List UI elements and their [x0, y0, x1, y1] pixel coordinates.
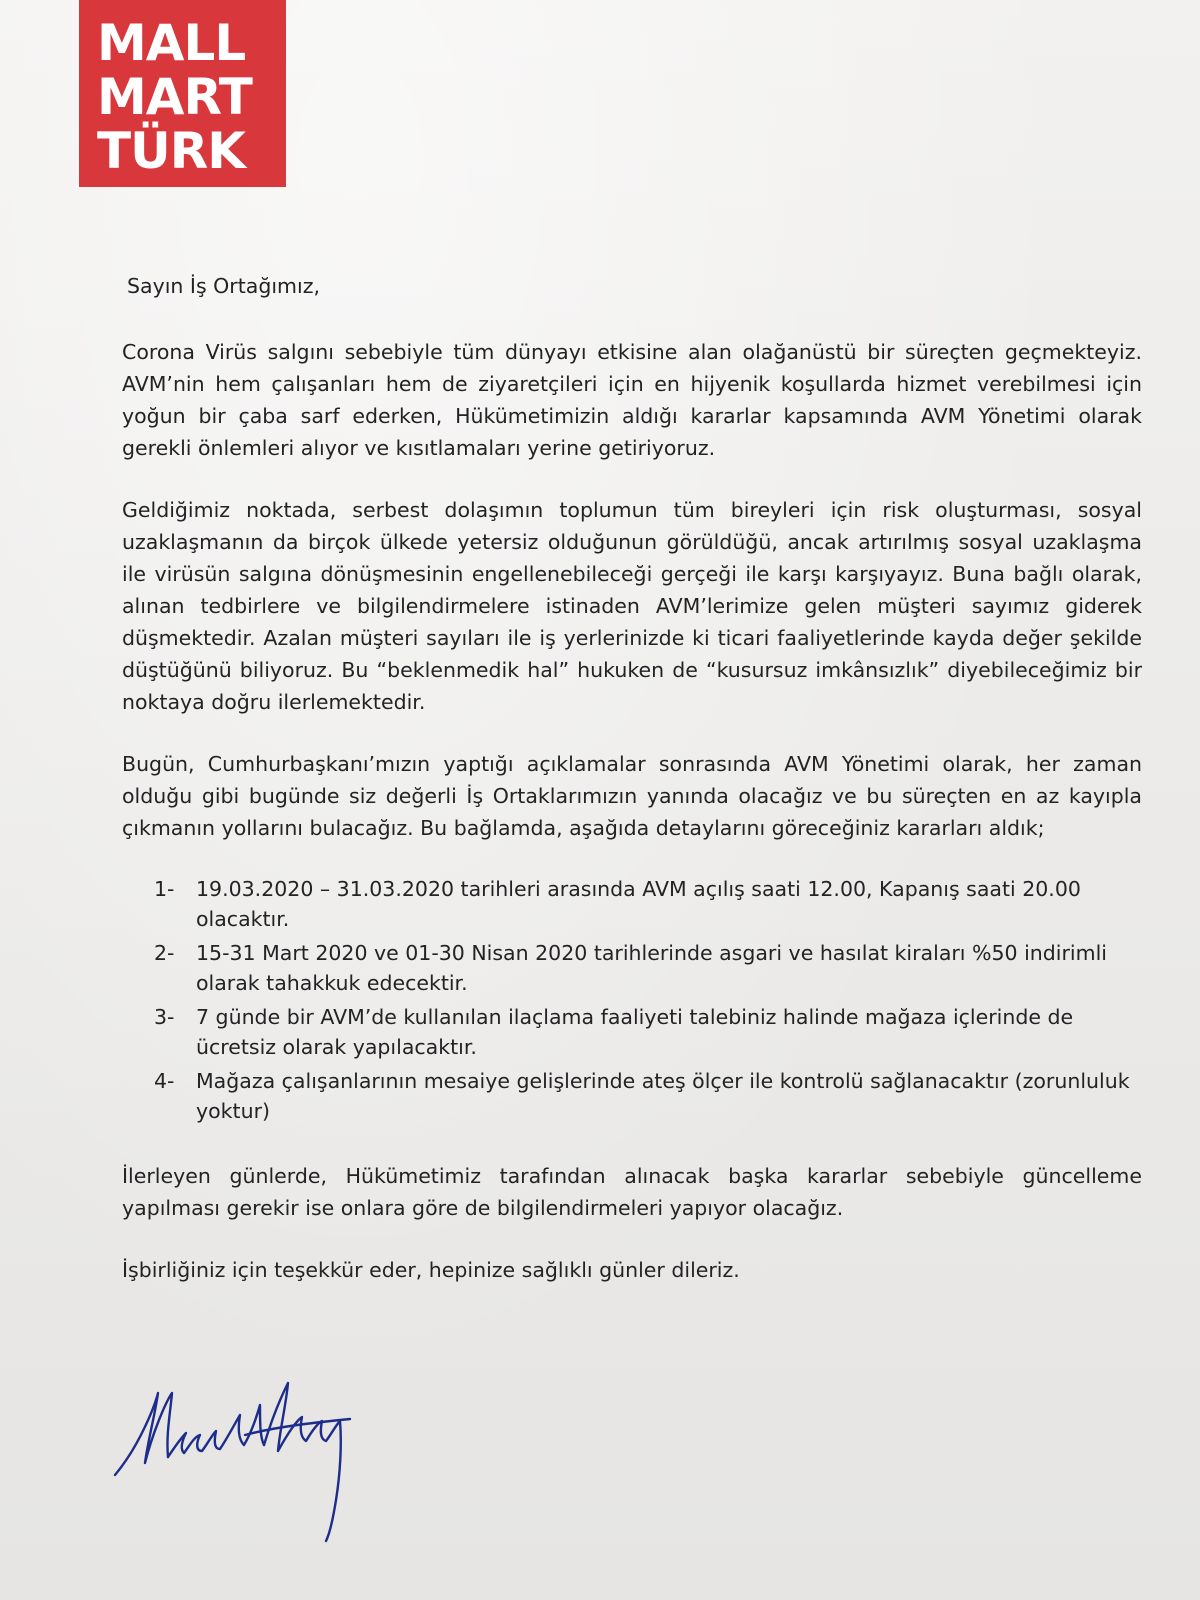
logo-line-3: TÜRK [97, 122, 245, 180]
logo-line-2: MART [97, 68, 252, 126]
signature-strokes [115, 1383, 350, 1541]
list-number: 1- [154, 877, 175, 901]
handwritten-signature [110, 1375, 420, 1545]
list-item [154, 1066, 1142, 1126]
paragraph-2: Geldiğimiz noktada, serbest dolaşımın toplumun tüm bireyleri için risk oluşturması, sosyal uzaklaşmanın da birçok ülkede yetersiz olduğunun görüldüğü, ancak artırılmış sosyal uzaklaşma ile virüsün salgına dönüşmesinin engellenebileceği gerçeği ile karşı karşıyayız. Buna bağlı olarak, alınan tedbirlere ve bilgilendirmelere istinaden AVM’lerimize gelen müşteri sayımız giderek düşmektedir. Azalan müşteri sayıları ile iş yerlerinizde ki ticari faaliyetlerinde kayda değer şekilde düştüğünü biliyoruz. Bu “beklenmedik hal” hukuken de “kusursuz imkânsızlık” diyebileceğimiz bir noktaya doğru ilerlemektedir. [122, 498, 1142, 714]
list-text: Mağaza çalışanlarının mesaiye gelişlerinde ateş ölçer ile kontrolü sağlanacaktır (zorunluluk yoktur) [196, 1069, 1130, 1123]
closing-paragraph: İlerleyen günlerde, Hükümetimiz tarafından alınacak başka kararlar sebebiyle güncelleme yapılması gerekir ise onlara göre de bilgilendirmeleri yapıyor olacağız. [122, 1164, 1142, 1220]
list-item [154, 874, 1142, 934]
list-number: 3- [154, 1005, 175, 1029]
paragraph-3: Bugün, Cumhurbaşkanı’mızın yaptığı açıklamalar sonrasında AVM Yönetimi olarak, her zaman olduğu gibi bugünde siz değerli İş Ortaklarımızın yanında olacağız ve bu süreçten en az kayıpla çıkmanın yollarını bulacağız. Bu bağlamda, aşağıda detaylarını göreceğiniz kararları aldık; [122, 752, 1142, 840]
list-item [154, 1002, 1142, 1062]
list-text: 7 günde bir AVM’de kullanılan ilaçlama faaliyeti talebiniz halinde mağaza içlerinde de ücretsiz olarak yapılacaktır. [196, 1005, 1074, 1059]
closing-greeting: İşbirliğiniz için teşekkür eder, hepinize sağlıklı günler dileriz. [122, 1258, 740, 1282]
list-number: 4- [154, 1069, 175, 1093]
list-text: 15-31 Mart 2020 ve 01-30 Nisan 2020 tarihlerinde asgari ve hasılat kiraları %50 indirimli olarak tahakkuk edecektir. [196, 941, 1107, 995]
letter-body [122, 270, 1142, 1316]
salutation: Sayın İş Ortağımız, [127, 274, 320, 298]
list-item [154, 938, 1142, 998]
list-text: 19.03.2020 – 31.03.2020 tarihleri arasında AVM açılış saati 12.00, Kapanış saati 20.00 olacaktır. [196, 877, 1081, 931]
mallmart-logo [79, 0, 286, 187]
list-number: 2- [154, 941, 175, 965]
paragraph-1: Corona Virüs salgını sebebiyle tüm dünyayı etkisine alan olağanüstü bir süreçten geçmekteyiz. AVM’nin hem çalışanları hem de ziyaretçileri için en hijyenik koşullarda hizmet verebilmesi için yoğun bir çaba sarf ederken, Hükümetimizin aldığı kararlar kapsamında AVM Yönetimi olarak gerekli önlemleri alıyor ve kısıtlamaları yerine getiriyoruz. [122, 340, 1142, 460]
logo-line-1: MALL [97, 14, 246, 72]
decision-list [154, 874, 1142, 1126]
